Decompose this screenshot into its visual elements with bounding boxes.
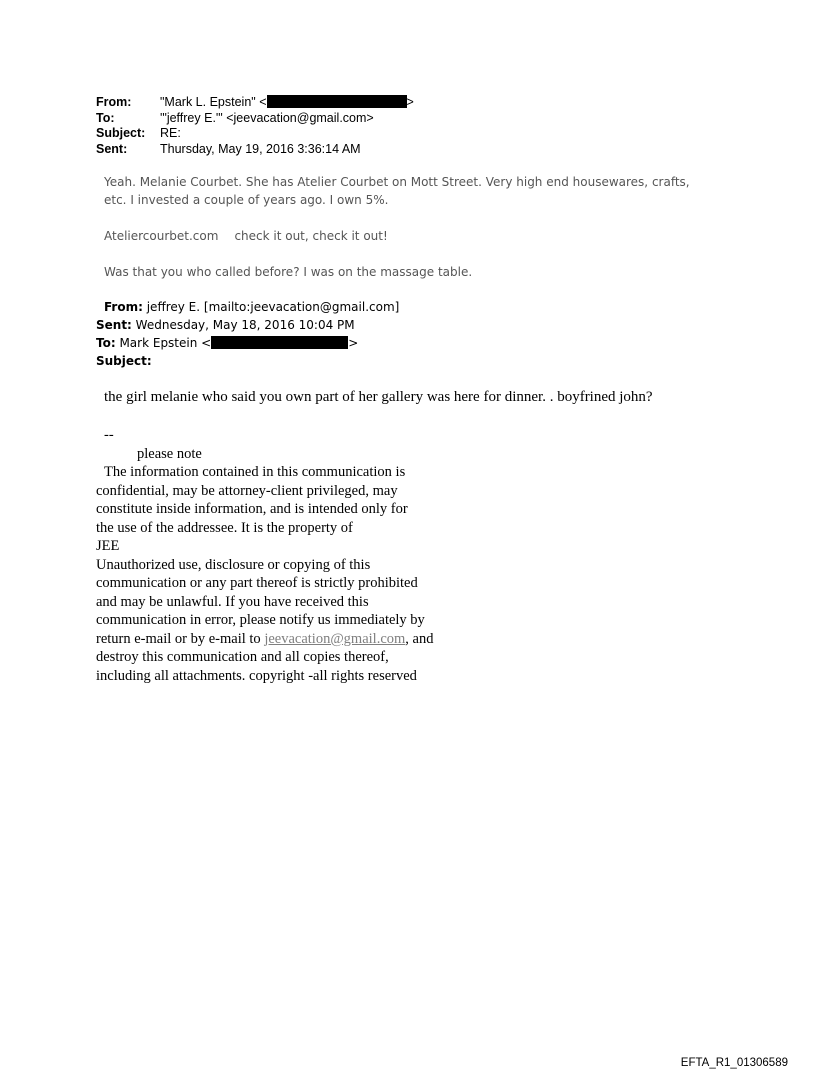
disclaimer-line: confidential, may be attorney-client privileged, may [96,482,398,499]
orig-sent-value: Wednesday, May 18, 2016 10:04 PM [131,318,355,332]
orig-from-label: From: [104,300,143,314]
reply-line-2: etc. I invested a couple of years ago. I own 5%. [104,193,389,207]
original-message-header [96,298,399,370]
orig-to-close: > [348,336,359,350]
to-label: To: [96,110,115,125]
orig-subject-label: Subject: [96,354,152,368]
header-from-row [96,95,414,111]
subject-label: Subject: [96,126,146,140]
message-body: the girl melanie who said you own part of her gallery was here for dinner. . boyfrined john? [104,389,653,405]
orig-from-row [96,298,399,316]
disclaimer-line: the use of the addressee. It is the property of [96,519,353,536]
from-close: > [406,95,414,109]
redaction-bar [211,336,348,349]
from-value: "Mark L. Epstein" < [160,95,267,109]
signature-note: please note [137,445,202,462]
orig-sent-label: Sent: [96,318,132,332]
reply-paragraph-1 [104,173,744,209]
header-subject-row [96,126,414,142]
disclaimer-line: constitute inside information, and is intended only for [96,501,408,517]
orig-sent-row [96,316,399,334]
orig-subject-row [96,352,399,370]
orig-to-label: To: [96,336,116,350]
header-to-row [96,111,414,127]
to-value: '"jeffrey E.'" <jeevacation@gmail.com> [160,110,374,125]
redaction-bar [267,95,407,108]
disclaimer-line: Unauthorized use, disclosure or copying of this [96,556,371,573]
disclaimer-line: and may be unlawful. If you have received this [96,593,369,610]
signature-dash: -- [104,427,114,443]
reply-paragraph-2 [104,227,744,245]
disclaimer-line: destroy this communication and all copies thereof, [96,649,389,665]
disclaimer-line: The information contained in this communication is [104,464,406,480]
return-prefix: return e-mail or by e-mail to [96,630,265,647]
reply-site: Ateliercourbet.com [104,229,219,243]
from-label: From: [96,95,132,109]
orig-to-row [96,334,399,352]
disclaimer-line: including all attachments. copyright -all rights reserved [96,667,417,684]
sent-label: Sent: [96,141,128,156]
disclaimer-line: communication in error, please notify us immediately by [96,612,425,628]
sent-value: Thursday, May 19, 2016 3:36:14 AM [160,141,361,156]
document-id: EFTA_R1_01306589 [680,1057,788,1069]
email-header [96,95,414,157]
header-sent-row [96,142,414,158]
disclaimer-line: communication or any part thereof is strictly prohibited [96,575,418,591]
reply-paragraph-3: Was that you who called before? I was on the massage table. [104,265,473,279]
disclaimer-line: JEE [96,538,120,554]
subject-value: RE: [160,126,181,140]
email-link[interactable]: jeevacation@gmail.com [264,630,406,647]
reply-check: check it out, check it out! [234,229,388,243]
orig-to-value: Mark Epstein < [115,336,212,350]
signature-disclaimer [96,426,433,685]
reply-body [104,173,744,299]
disclaimer-line [96,630,433,649]
reply-line-1: Yeah. Melanie Courbet. She has Atelier Courbet on Mott Street. Very high end housewares, crafts, [104,175,690,189]
orig-from-value: jeffrey E. [mailto:jeevacation@gmail.com] [142,300,400,314]
return-suffix: , and [405,630,434,647]
